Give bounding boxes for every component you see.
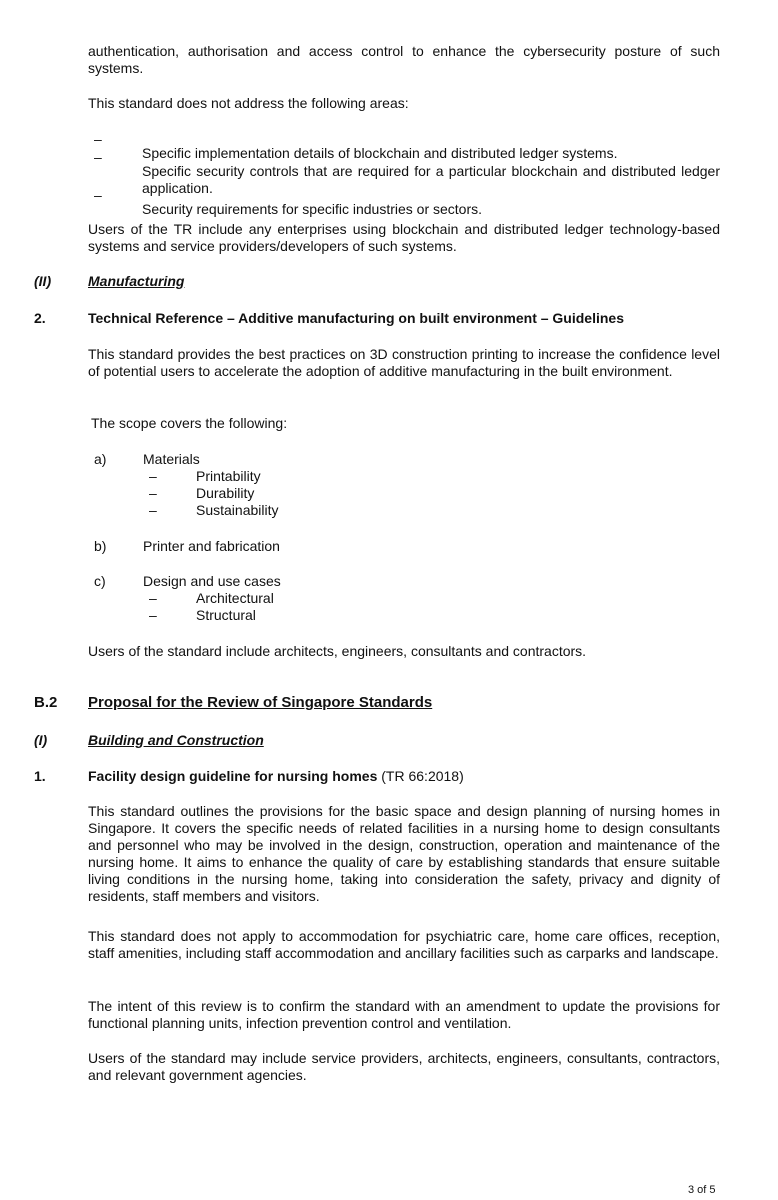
section-i-numeral: (I) (34, 732, 48, 748)
section-ii-title: Manufacturing (88, 273, 185, 289)
item-2-description: This standard provides the best practices on 3D construction printing to increase the confidence level of potential users to accelerate the adoption of additive manufacturing in the built environment. (88, 346, 720, 379)
scope-title-design: Design and use cases (143, 573, 281, 589)
section-ii-numeral: (II) (34, 273, 52, 289)
item-1-exclusions: This standard does not apply to accommodation for psychiatric care, home care offices, reception, staff amenities, including staff accommodation and ancillary facilities such as carparks and landscape. (88, 928, 720, 961)
exclusion-item: Specific implementation details of blockchain and distributed ledger systems. (142, 145, 618, 161)
scope-sub-item: Sustainability (196, 502, 279, 518)
item-1-heading (88, 768, 464, 785)
sub-dash: – (149, 485, 157, 501)
section-i-title: Building and Construction (88, 732, 264, 748)
section-b2-title: Proposal for the Review of Singapore Standards (88, 694, 433, 711)
item-2-title: Technical Reference – Additive manufacturing on built environment – Guidelines (88, 310, 624, 326)
scope-title-printer: Printer and fabrication (143, 538, 280, 554)
bullet-dash: – (94, 149, 102, 165)
exclusion-item: Specific security controls that are required for a particular blockchain and distributed ledger application. (142, 163, 720, 196)
item-1-number: 1. (34, 768, 46, 784)
item-2-scope-intro: The scope covers the following: (91, 415, 288, 431)
sub-dash: – (149, 468, 157, 484)
bullet-dash: – (94, 187, 102, 203)
item-2-number: 2. (34, 310, 46, 326)
intro-users-paragraph: Users of the TR include any enterprises using blockchain and distributed ledger technology-based systems and service providers/developers of such systems. (88, 221, 720, 254)
sub-dash: – (149, 502, 157, 518)
sub-dash: – (149, 590, 157, 606)
scope-label-a: a) (94, 451, 107, 467)
page-number: 3 of 5 (688, 1184, 716, 1196)
bullet-dash: – (94, 131, 102, 147)
item-1-title: Facility design guideline for nursing homes (88, 768, 378, 784)
sub-dash: – (149, 607, 157, 623)
item-1-reference: (TR 66:2018) (381, 768, 464, 784)
item-1-description: This standard outlines the provisions for the basic space and design planning of nursing homes in Singapore. It covers the specific needs of related facilities in a nursing home to design consultants and personnel who may be involved in the design, construction, operation and maintenance of the nursing home. It aims to enhance the quality of care by establishing standards that ensure suitable living conditions in the nursing home, taking into consideration the safety, privacy and dignity of residents, staff members and visitors. (88, 803, 720, 904)
item-1-review-intent: The intent of this review is to confirm the standard with an amendment to update the provisions for functional planning units, infection prevention control and ventilation. (88, 998, 720, 1031)
scope-sub-item: Structural (196, 607, 256, 623)
scope-title-materials: Materials (143, 451, 200, 467)
intro-paragraph-continued: authentication, authorisation and access control to enhance the cybersecurity posture of such systems. (88, 43, 720, 76)
exclusion-item: Security requirements for specific industries or sectors. (142, 201, 483, 217)
item-1-users: Users of the standard may include service providers, architects, engineers, consultants, contractors, and relevant government agencies. (88, 1050, 720, 1083)
item-2-users: Users of the standard include architects, engineers, consultants and contractors. (88, 643, 587, 659)
scope-sub-item: Durability (196, 485, 255, 501)
scope-sub-item: Printability (196, 468, 261, 484)
intro-exclusions-lead: This standard does not address the following areas: (88, 95, 409, 111)
section-b2-number: B.2 (34, 694, 58, 711)
scope-sub-item: Architectural (196, 590, 274, 606)
scope-label-b: b) (94, 538, 107, 554)
scope-label-c: c) (94, 573, 106, 589)
